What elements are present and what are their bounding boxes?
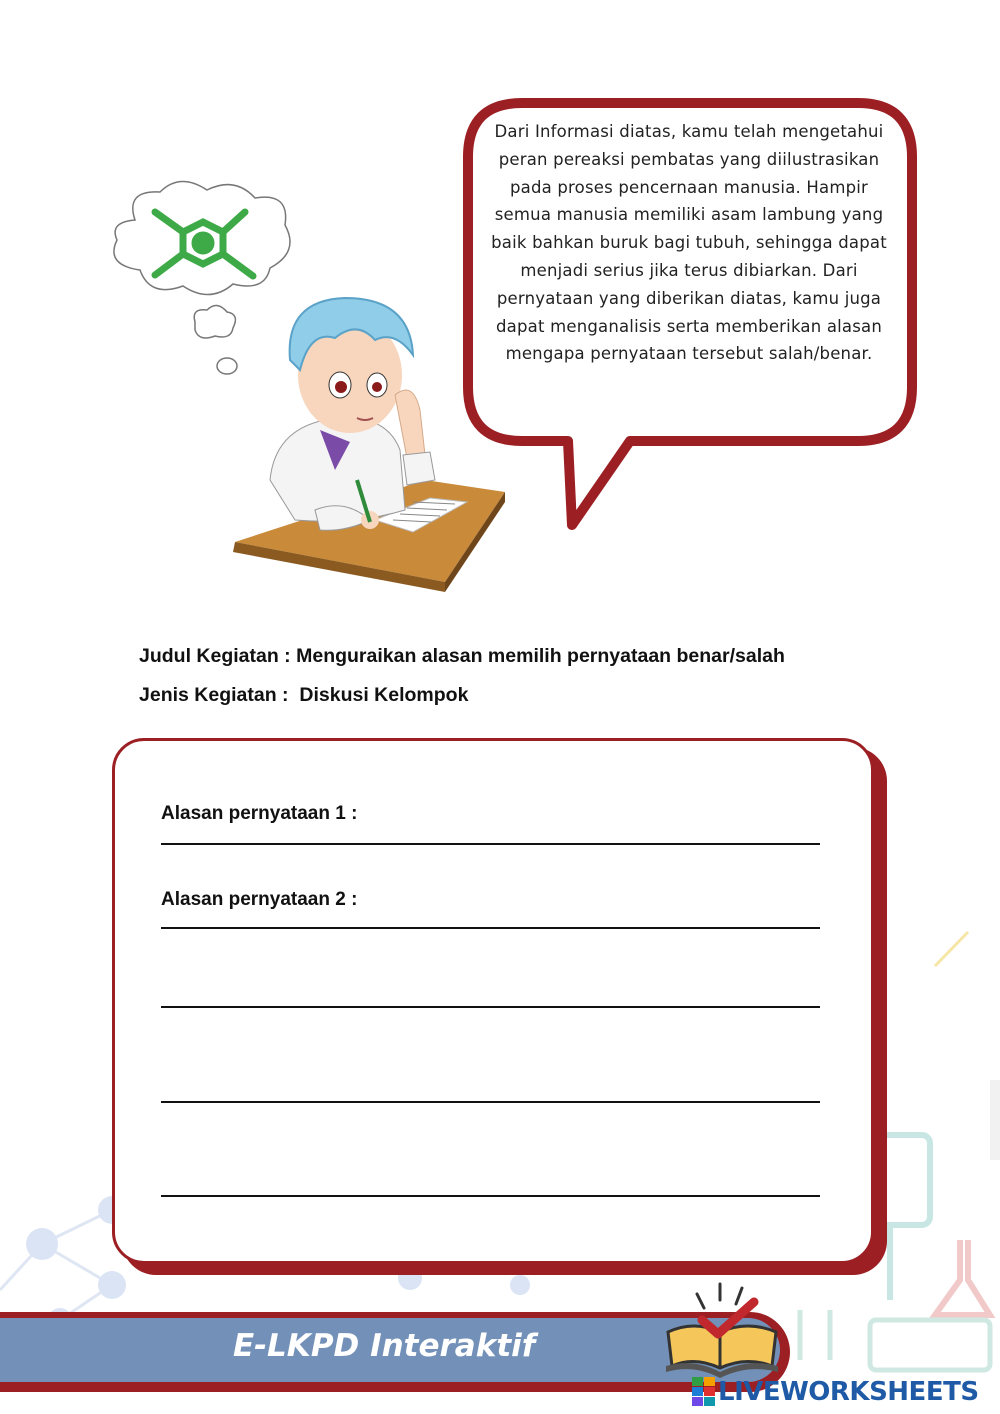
thought-cloud: [114, 181, 290, 374]
thinking-student-illustration: [95, 180, 525, 600]
activity-type: [139, 684, 468, 707]
footer-title: E-LKPD Interaktif: [233, 1328, 536, 1364]
liveworksheets-logo-icon: [692, 1377, 716, 1407]
activity-title-value: Menguraikan alasan memilih pernyataan benar/salah: [296, 645, 785, 667]
open-book-check-icon: [662, 1280, 782, 1380]
speech-bubble-text: Dari Informasi diatas, kamu telah mengetahui peran pereaksi pembatas yang diilustrasikan pada proses pencernaan manusia. Hampir semua manusia memiliki asam lambung yang baik bahkan buruk bagi tubuh, sehingga dapat menjadi serius jika terus dibiarkan. Dari pernyataan yang diberikan diatas, kamu juga dapat menganalisis serta memberikan alasan mengapa pernyataan tersebut salah/benar.: [491, 122, 887, 364]
reason-2-label: Alasan pernyataan 2 :: [161, 889, 358, 910]
liveworksheets-brand: [692, 1374, 979, 1410]
reason-2-answer-line-2[interactable]: [161, 1006, 820, 1008]
activity-title-label: Judul Kegiatan :: [139, 645, 297, 667]
reason-1-label: Alasan pernyataan 1 :: [161, 803, 358, 824]
activity-title: [139, 645, 785, 668]
reason-2-answer-line-4[interactable]: [161, 1195, 820, 1197]
reason-2-answer-line-3[interactable]: [161, 1101, 820, 1103]
reason-1-answer-field[interactable]: [161, 843, 820, 845]
activity-type-value: Diskusi Kelompok: [299, 684, 469, 706]
activity-type-label: Jenis Kegiatan :: [139, 684, 300, 706]
reason-2-answer-field[interactable]: [161, 927, 820, 929]
liveworksheets-brand-text: LIVEWORKSHEETS: [718, 1377, 979, 1407]
